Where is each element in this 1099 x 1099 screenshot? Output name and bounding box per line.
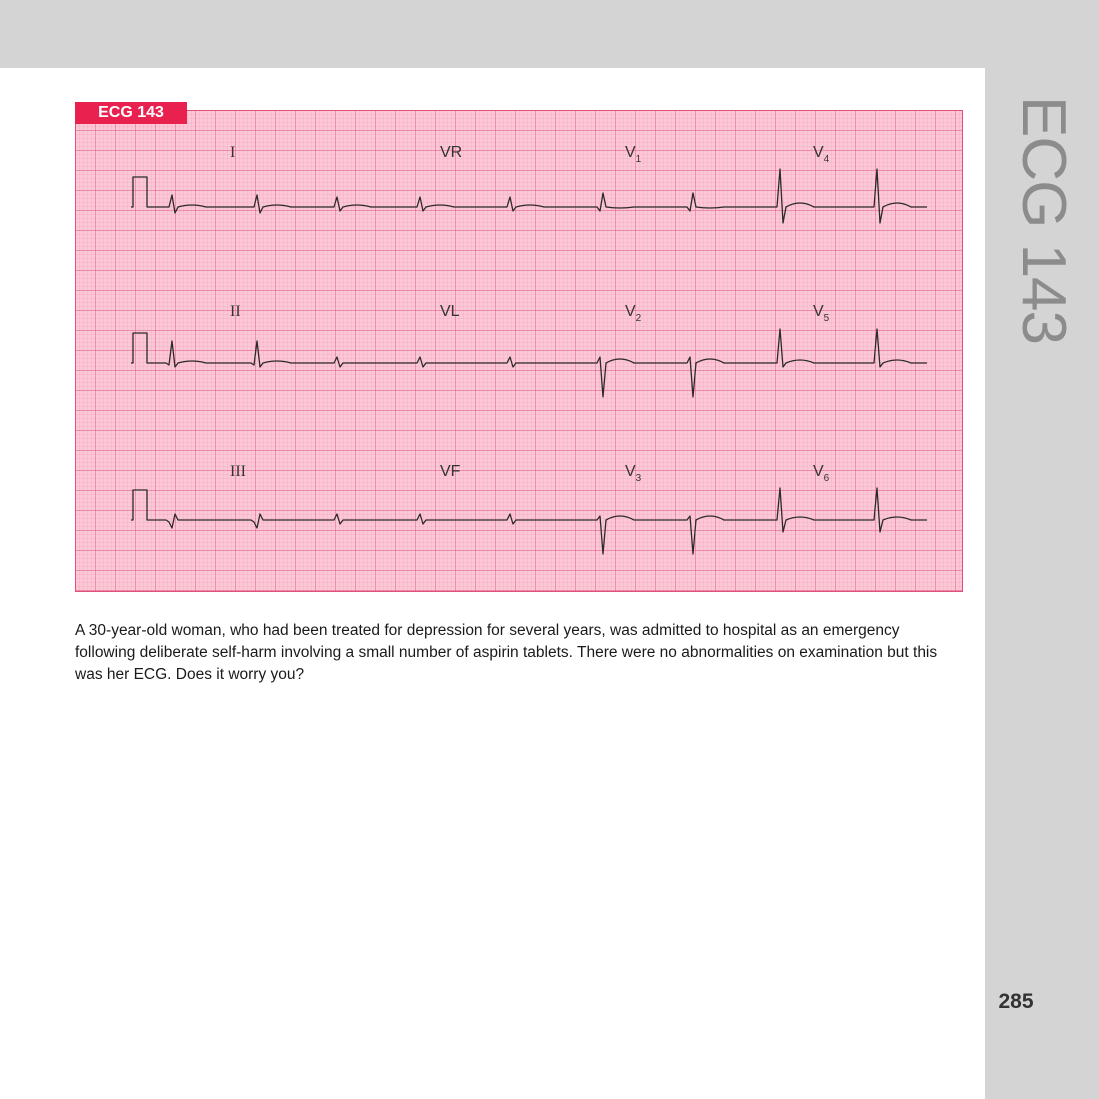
lead-label: $V_2$	[625, 303, 642, 324]
lead-label: VL	[440, 303, 460, 320]
page-number: 285	[998, 990, 1034, 1013]
ecg-tag: ECG 143	[75, 102, 187, 124]
lead-label: VR	[440, 144, 463, 161]
section-title: ECG 143	[1009, 96, 1078, 345]
lead-label: $V_1$	[625, 144, 642, 165]
lead-label: I	[230, 144, 236, 161]
lead-label: III	[230, 463, 246, 480]
top-band	[0, 0, 1099, 68]
lead-label: II	[230, 303, 241, 320]
lead-label: $V_4$	[813, 144, 830, 165]
ecg-figure	[75, 110, 963, 592]
lead-label: $V_5$	[813, 303, 830, 324]
case-caption: A 30-year-old woman, who had been treated for depression for several years, was admitted to hospital as an emergency following deliberate self-harm involving a small number of aspirin tablets. There were no abnormalities on examination but this was her ECG. Does it worry you?	[75, 622, 938, 683]
lead-label: $V_3$	[625, 463, 642, 484]
lead-label: VF	[440, 463, 461, 480]
lead-label: $V_6$	[813, 463, 830, 484]
ecg-strip	[75, 110, 963, 592]
